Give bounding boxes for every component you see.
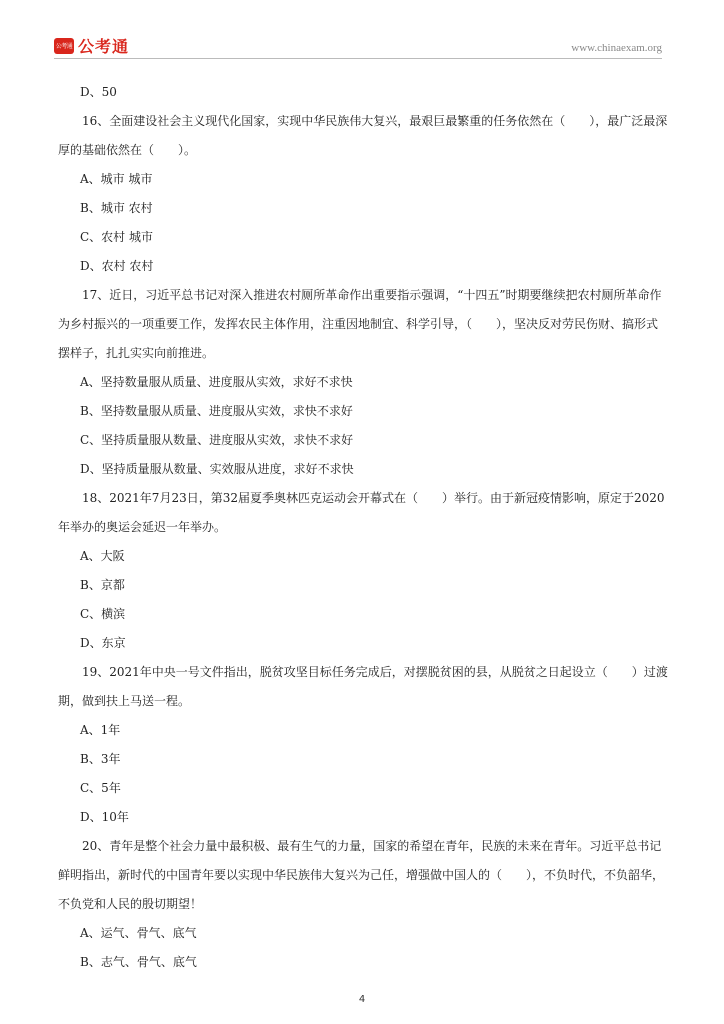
- logo-text: 公考通: [78, 37, 130, 56]
- answer-option: C、农村 城市: [80, 230, 153, 244]
- logo: [54, 34, 129, 57]
- question-text: 20、青年是整个社会力量中最积极、最有生气的力量，国家的希望在青年，民族的未来在青年。习近平总书记鲜明指出，新时代的中国青年要以实现中华民族伟大复兴为己任，增强做中国人的（ ），不负时代，不负韶华，不负党和人民的殷切期望！: [58, 839, 665, 911]
- question-text: 19、2021年中央一号文件指出，脱贫攻坚目标任务完成后，对摆脱贫困的县，从脱贫之日起设立（ ）过渡期，做到扶上马送一程。: [58, 665, 668, 708]
- answer-option: A、运气、骨气、底气: [80, 926, 197, 940]
- page-header: [0, 0, 724, 62]
- answer-option: D、东京: [80, 636, 126, 650]
- answer-option: A、城市 城市: [80, 172, 153, 186]
- answer-option: A、大阪: [80, 549, 125, 563]
- page-number: 4: [358, 994, 366, 1005]
- answer-option: D、坚持质量服从数量、实效服从进度，求好不求快: [80, 462, 354, 476]
- answer-option: B、志气、骨气、底气: [80, 955, 197, 969]
- answer-option: B、3年: [80, 752, 121, 766]
- header-divider: [54, 58, 662, 59]
- answer-option: B、城市 农村: [80, 201, 153, 215]
- answer-option: D、农村 农村: [80, 259, 154, 273]
- answer-option: A、坚持数量服从质量、进度服从实效，求好不求快: [80, 375, 353, 389]
- answer-option: B、京都: [80, 578, 125, 592]
- answer-option: D、50: [80, 85, 117, 99]
- site-url: www.chinaexam.org: [571, 42, 662, 54]
- question-text: 17、近日，习近平总书记对深入推进农村厕所革命作出重要指示强调，“十四五”时期要继续把农村厕所革命作为乡村振兴的一项重要工作，发挥农民主体作用，注重因地制宜、科学引导，（ ），坚决反对劳民伤财、搞形式摆样子，扎扎实实向前推进。: [58, 288, 662, 360]
- answer-option: C、5年: [80, 781, 121, 795]
- question-text: 16、全面建设社会主义现代化国家，实现中华民族伟大复兴，最艰巨最繁重的任务依然在（ ），最广泛最深厚的基础依然在（ ）。: [58, 114, 668, 157]
- answer-option: A、1年: [80, 723, 121, 737]
- answer-option: D、10年: [80, 810, 129, 824]
- logo-badge-icon: 公考通: [54, 38, 74, 54]
- document-body: [58, 78, 668, 977]
- question-text: 18、2021年7月23日，第32届夏季奥林匹克运动会开幕式在（ ）举行。由于新冠疫情影响，原定于2020年举办的奥运会延迟一年举办。: [58, 491, 665, 534]
- answer-option: C、坚持质量服从数量、进度服从实效，求快不求好: [80, 433, 354, 447]
- answer-option: B、坚持数量服从质量、进度服从实效，求快不求好: [80, 404, 353, 418]
- answer-option: C、横滨: [80, 607, 126, 621]
